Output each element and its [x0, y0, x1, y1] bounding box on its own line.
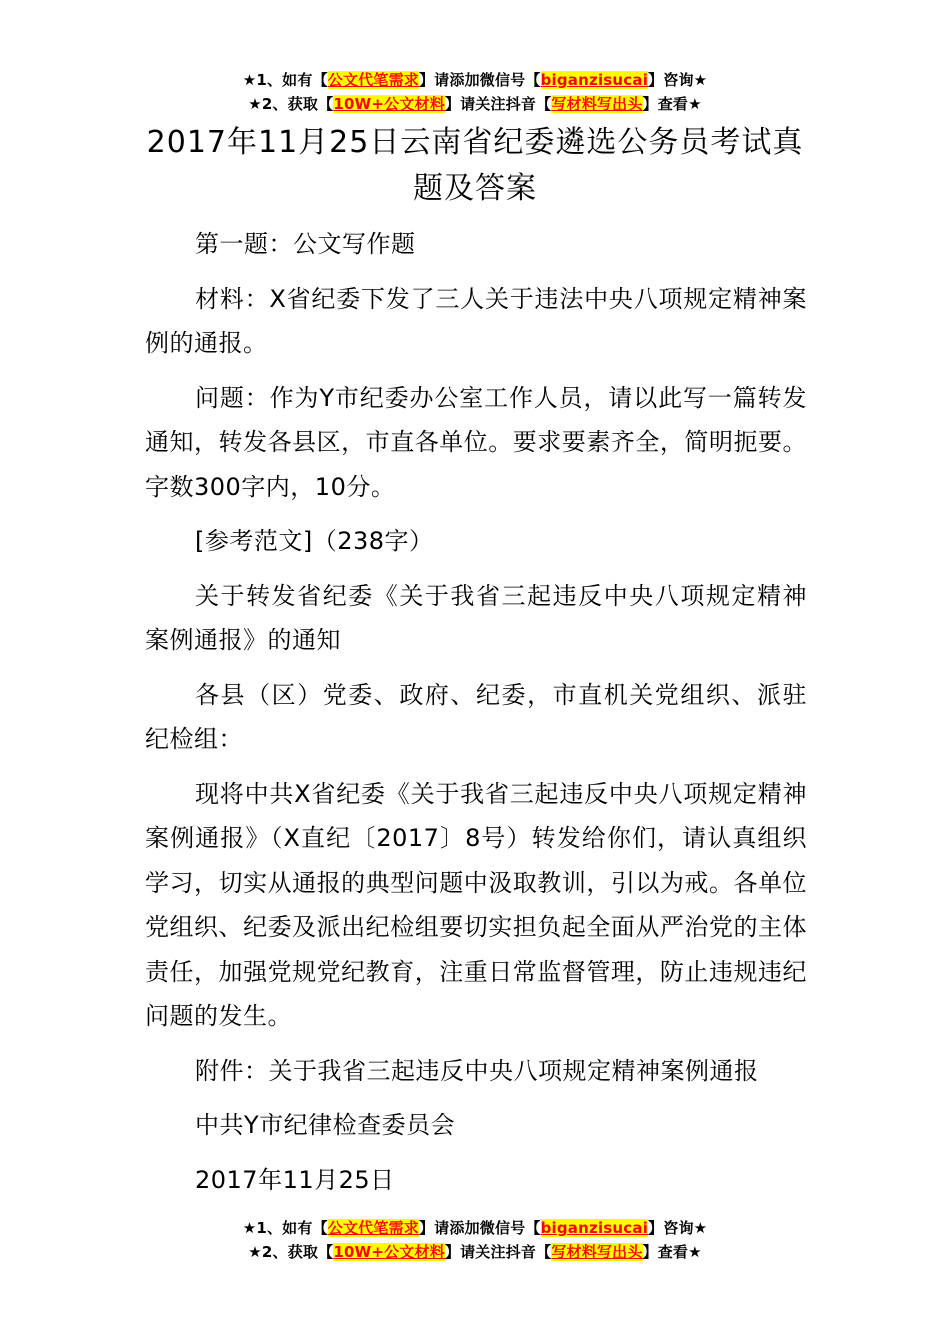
notice-text: 】请关注抖音【: [444, 1243, 552, 1261]
header-notice: [0, 68, 950, 116]
notice-highlight: 公文代笔需求: [327, 1219, 419, 1237]
footer-notice-line-1: [0, 1216, 950, 1240]
notice-text: 】请关注抖音【: [444, 95, 552, 113]
notice-highlight: 10W+公文材料: [333, 95, 445, 113]
paragraph-question-heading: 第一题：公文写作题: [195, 230, 416, 258]
document-title: 2017年11月25日云南省纪委遴选公务员考试真题及答案: [146, 125, 804, 206]
notice-highlight-wechat-id: biganzisucai: [540, 71, 649, 89]
header-notice-line-2: [0, 92, 950, 116]
notice-text: 】咨询★: [648, 71, 708, 89]
footer-notice-line-2: [0, 1240, 950, 1264]
notice-text: 】咨询★: [648, 1219, 708, 1237]
notice-highlight: 10W+公文材料: [333, 1243, 445, 1261]
notice-text: 】查看★: [642, 1243, 702, 1261]
notice-highlight: 公文代笔需求: [327, 71, 419, 89]
notice-text: 】查看★: [642, 95, 702, 113]
paragraph-notice-body: 现将中共X省纪委《关于我省三起违反中央八项规定精神案例通报》（X直纪〔2017〕8号）转发给你们，请认真组织学习，切实从通报的典型问题中汲取教训，引以为戒。各单位党组织、纪委及派出纪检组要切实担负起全面从严治党的主体责任，加强党规党纪教育，注重日常监督管理，防止违规违纪问题的发生。: [145, 779, 807, 1030]
notice-text: ★2、获取【: [248, 95, 334, 113]
paragraph-recipients: 各县（区）党委、政府、纪委，市直机关党组织、派驻纪检组：: [145, 680, 807, 753]
paragraph-date: 2017年11月25日: [195, 1165, 395, 1194]
notice-highlight-wechat-id: biganzisucai: [540, 1219, 649, 1237]
notice-highlight-douyin: 写材料写出头: [551, 1243, 643, 1261]
paragraph-issuer: 中共Y市纪律检查委员会: [195, 1111, 456, 1139]
notice-text: ★1、如有【: [242, 71, 328, 89]
paragraph-attachment: 附件：关于我省三起违反中央八项规定精神案例通报: [195, 1056, 759, 1085]
notice-text: ★1、如有【: [242, 1219, 328, 1237]
notice-text: 】请添加微信号【: [418, 71, 541, 89]
document-body: [145, 222, 807, 1212]
notice-text: ★2、获取【: [248, 1243, 334, 1261]
header-notice-line-1: [0, 68, 950, 92]
footer-notice: [0, 1216, 950, 1264]
paragraph-material: 材料：X省纪委下发了三人关于违法中央八项规定精神案例的通报。: [145, 284, 807, 357]
paragraph-reference-label: [参考范文]（238字）: [195, 527, 434, 555]
notice-text: 】请添加微信号【: [418, 1219, 541, 1237]
paragraph-question: 问题：作为Y市纪委办公室工作人员，请以此写一篇转发通知，转发各县区，市直各单位。要求要素齐全，简明扼要。字数300字内，10分。: [145, 383, 807, 501]
notice-highlight-douyin: 写材料写出头: [551, 95, 643, 113]
paragraph-notice-title: 关于转发省纪委《关于我省三起违反中央八项规定精神案例通报》的通知: [145, 581, 807, 654]
